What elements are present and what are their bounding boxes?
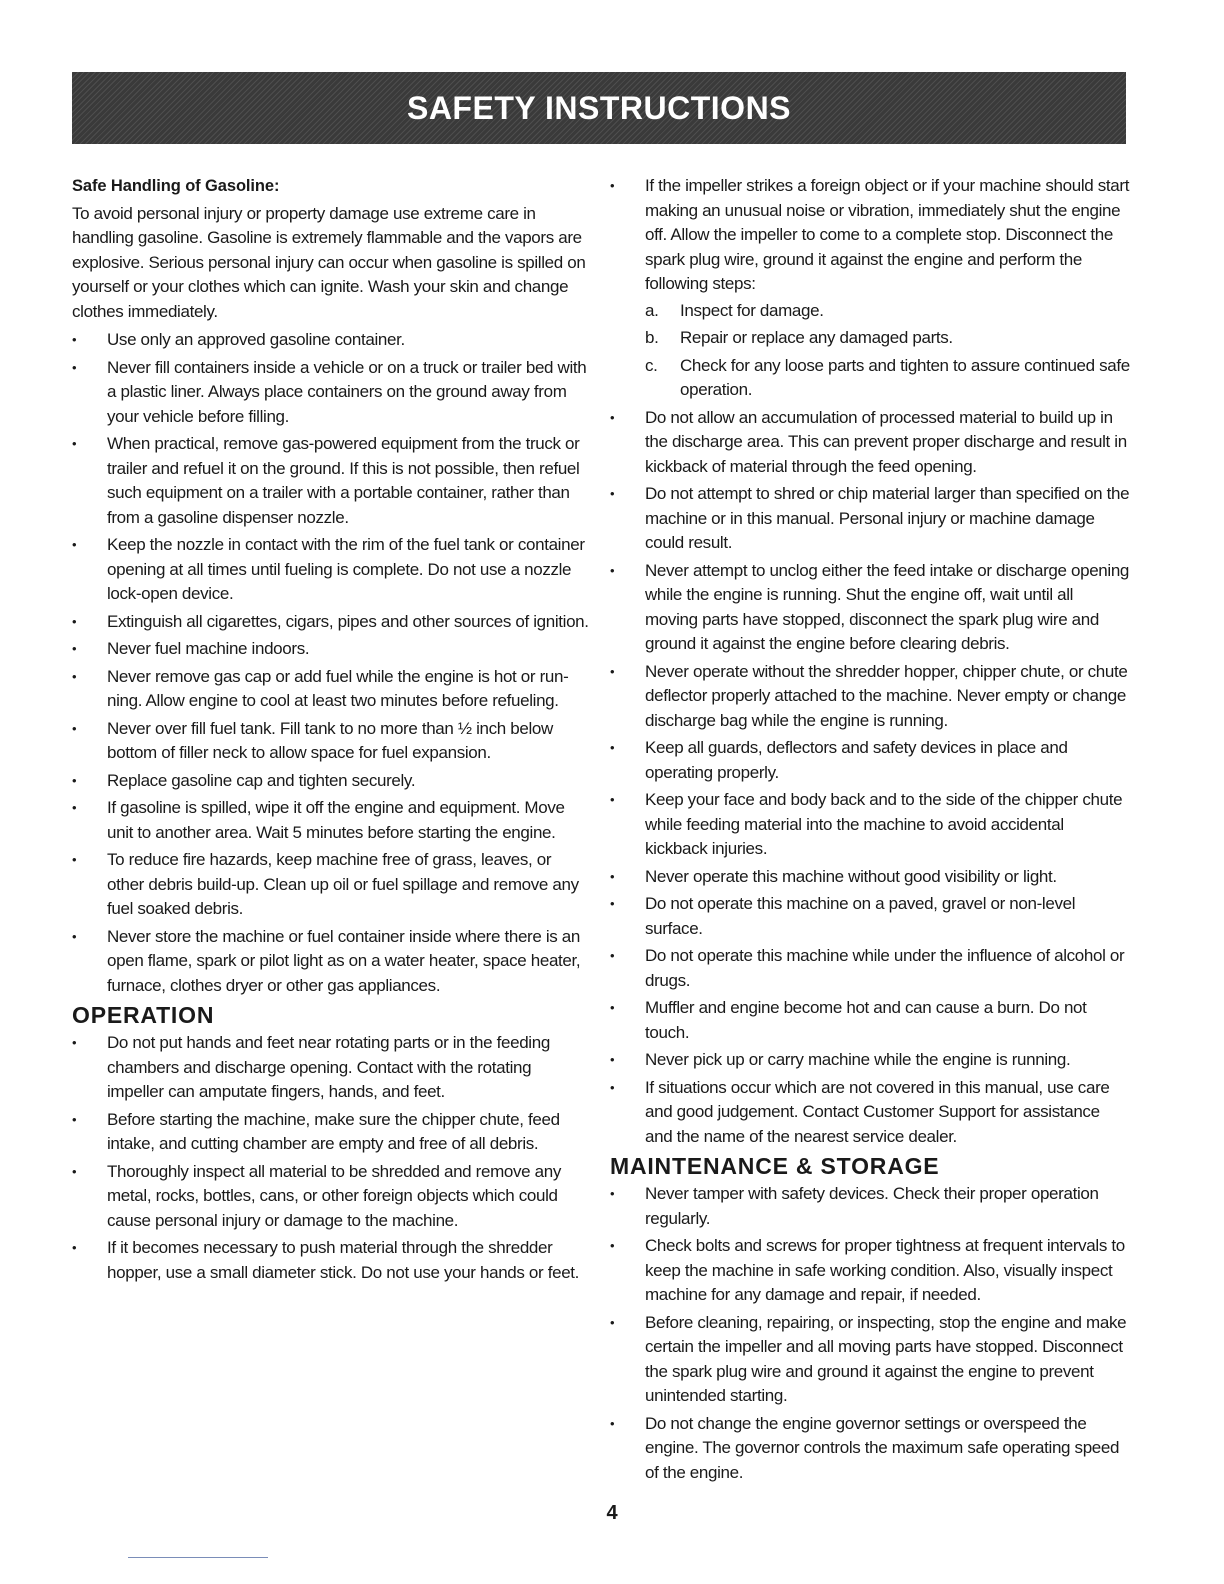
bullet-text: Never fuel machine indoors. <box>107 639 310 658</box>
bullet-text: Keep your face and body back and to the side of the chipper chute while feeding material into the machine to avoid accidental kickback injuries. <box>645 790 1123 858</box>
bullet-text: Use only an approved gasoline container. <box>107 330 405 349</box>
step-letter: b. <box>645 328 659 347</box>
operation-impeller-list <box>610 174 1130 403</box>
impeller-bullet-text: If the impeller strikes a foreign object or if your machine should start making an unusual noise or vibration, immediately shut the engine off. Allow the impeller to come to a complete stop. Disconnect the spark plug wire, ground it against the engine and perform the following steps: <box>645 176 1130 293</box>
bullet-text: To reduce fire hazards, keep machine free of grass, leaves, or other debris build-up. Clean up oil or fuel spillage and remove any fuel soaked debris. <box>107 850 579 918</box>
bullet-icon: • <box>610 1415 615 1431</box>
bullet-text: Muffler and engine become hot and can cause a burn. Do not touch. <box>645 998 1087 1042</box>
list-item <box>610 660 1130 734</box>
list-item <box>72 637 592 662</box>
bullet-text: Check bolts and screws for proper tightness at frequent intervals to keep the machine in safe working condition. Also, visually inspect machine for any damage and repair, if needed. <box>645 1236 1125 1304</box>
bullet-text: Do not allow an accumulation of processed material to build up in the discharge area. This can prevent proper discharge and result in kickback of material through the feed opening. <box>645 407 1127 476</box>
gasoline-heading: Safe Handling of Gasoline: <box>72 177 280 195</box>
step-item <box>645 326 1130 351</box>
list-item <box>72 848 592 922</box>
bullet-icon: • <box>72 1240 77 1255</box>
bullet-icon: • <box>610 1052 615 1067</box>
bullet-icon: • <box>610 562 615 578</box>
bullet-icon: • <box>610 868 615 884</box>
bullet-text: Never operate without the shredder hopper, chipper chute, or chute deflector properly attached to the machine. Never empty or change discharge bag while the engine is running. <box>645 661 1128 730</box>
bullet-text: Before starting the machine, make sure the chipper chute, feed intake, and cutting chamber are empty and free of all debris. <box>107 1109 560 1153</box>
bullet-text: Never tamper with safety devices. Check their proper operation regularly. <box>645 1184 1099 1228</box>
list-item <box>610 736 1130 785</box>
bullet-icon: • <box>610 486 615 501</box>
bullet-icon: • <box>610 792 615 807</box>
list-item <box>72 665 592 714</box>
bullet-text: If situations occur which are not covered in this manual, use care and good judgement. Contact Customer Support for assistance and the name of the nearest service dealer. <box>645 1077 1110 1146</box>
bullet-icon: • <box>72 928 77 944</box>
list-item <box>610 174 1130 403</box>
bullet-icon: • <box>72 668 77 684</box>
page-title: SAFETY INSTRUCTIONS <box>406 89 792 126</box>
list-item <box>72 796 592 845</box>
bullet-text: Keep the nozzle in contact with the rim of the fuel tank or container opening at all times until fueling is complete. Do not use a nozzle lock-open device. <box>107 535 585 603</box>
list-item <box>610 865 1130 890</box>
operation-bullet-list-left <box>72 1031 592 1285</box>
bullet-icon: • <box>610 1314 615 1330</box>
list-item <box>610 1234 1130 1308</box>
step-letter: a. <box>645 300 659 320</box>
bullet-icon: • <box>610 1000 615 1015</box>
bullet-icon: • <box>72 537 77 552</box>
list-item <box>72 328 592 353</box>
list-item <box>72 1236 592 1285</box>
bullet-icon: • <box>72 1111 77 1127</box>
bullet-icon: • <box>72 852 77 867</box>
page-number: 4 <box>606 1502 618 1524</box>
list-item <box>610 1311 1130 1409</box>
bullet-icon: • <box>610 740 615 755</box>
list-item <box>610 406 1130 480</box>
list-item <box>610 1048 1130 1073</box>
bullet-icon: • <box>72 1035 77 1050</box>
list-item <box>610 482 1130 556</box>
bullet-text: Thoroughly inspect all material to be shredded and remove any metal, rocks, bottles, cans, or other foreign objects which could cause personal injury or damage to the machine. <box>107 1161 561 1230</box>
section-banner <box>72 72 1126 144</box>
bullet-text: Never attempt to unclog either the feed intake or discharge opening while the engine is running. Shut the engine off, wait until all moving parts have stopped, disconnect the spark plug wire and ground it against the engine before clearing debris. <box>645 560 1130 653</box>
bullet-text: When practical, remove gas-powered equipment from the truck or trailer and refuel it on the ground. If this is not possible, then refuel such equipment on a trailer with a portable container, rather than from a gasoline dispenser nozzle. <box>107 434 580 527</box>
list-item <box>610 788 1130 862</box>
bullet-icon: • <box>610 178 615 193</box>
bullet-text: Do not attempt to shred or chip material larger than specified on the machine or in this manual. Personal injury or machine damage could result. <box>645 484 1130 552</box>
list-item <box>72 1031 592 1105</box>
bullet-text: Never over fill fuel tank. Fill tank to no more than ½ inch below bottom of filler neck to allow space for fuel expansion. <box>107 718 553 762</box>
footer-rule <box>128 1557 268 1558</box>
bullet-text: Never fill containers inside a vehicle or on a truck or trailer bed with a plastic liner. Always place containers on the ground away from your vehicle before filling. <box>107 357 587 426</box>
list-item <box>610 1076 1130 1150</box>
list-item <box>72 1108 592 1157</box>
bullet-text: Never store the machine or fuel container inside where there is an open flame, spark or pilot light as on a water heater, space heater, furnace, clothes dryer or other gas appliances. <box>107 926 581 995</box>
step-text: Check for any loose parts and tighten to assure continued safe operation. <box>680 355 1130 399</box>
bullet-icon: • <box>610 409 615 425</box>
gasoline-intro: To avoid personal injury or property damage use extreme care in handling gasoline. Gasoline is extremely flammable and the vapors are explosive. Serious personal injury can occur when gasoline is spilled on yourself or your clothes which can ignite. Wash your skin and change clothes immediately. <box>72 203 586 321</box>
step-text: Inspect for damage. <box>680 300 824 320</box>
bullet-text: Never remove gas cap or add fuel while the engine is hot or run-ning. Allow engine to cool at least two minutes before refueling. <box>107 666 569 710</box>
bullet-icon: • <box>610 1238 615 1253</box>
bullet-text: If gasoline is spilled, wipe it off the engine and equipment. Move unit to another area. Wait 5 minutes before starting the engine. <box>107 798 565 842</box>
bullet-text: Do not put hands and feet near rotating parts or in the feeding chambers and discharge opening. Contact with the rotating impeller can amputate fingers, hands, and feet. <box>107 1033 550 1101</box>
step-text: Repair or replace any damaged parts. <box>680 328 953 347</box>
step-item <box>645 299 1130 324</box>
list-item <box>610 996 1130 1045</box>
list-item <box>610 559 1130 657</box>
bullet-icon: • <box>72 613 77 629</box>
bullet-text: Never pick up or carry machine while the engine is running. <box>645 1050 1071 1069</box>
bullet-text: Replace gasoline cap and tighten securely. <box>107 770 416 790</box>
bullet-icon: • <box>72 772 77 788</box>
operation-bullet-list-right <box>610 406 1130 1150</box>
maintenance-bullet-list <box>610 1182 1130 1485</box>
bullet-text: Keep all guards, deflectors and safety devices in place and operating properly. <box>645 738 1068 782</box>
left-column <box>72 174 592 1288</box>
bullet-icon: • <box>610 1079 615 1095</box>
bullet-icon: • <box>72 436 77 451</box>
bullet-icon: • <box>72 359 77 375</box>
bullet-icon: • <box>610 896 615 911</box>
list-item <box>72 925 592 999</box>
bullet-text: Do not operate this machine on a paved, gravel or non-level surface. <box>645 894 1076 938</box>
bullet-text: Do not change the engine governor settings or overspeed the engine. The governor controls the maximum safe operating speed of the engine. <box>645 1413 1120 1482</box>
bullet-text: Do not operate this machine while under the influence of alcohol or drugs. <box>645 946 1125 990</box>
bullet-icon: • <box>610 663 615 679</box>
bullet-icon: • <box>610 1186 615 1201</box>
bullet-icon: • <box>610 948 615 963</box>
right-column <box>610 174 1130 1488</box>
list-item <box>72 356 592 430</box>
list-item <box>72 717 592 766</box>
gasoline-bullet-list <box>72 328 592 998</box>
list-item <box>72 610 592 635</box>
bullet-icon: • <box>72 332 77 347</box>
step-letter: c. <box>645 355 658 375</box>
list-item <box>610 1412 1130 1486</box>
maintenance-heading: MAINTENANCE & STORAGE <box>610 1153 940 1179</box>
step-item <box>645 354 1130 403</box>
list-item <box>72 769 592 794</box>
operation-heading: OPERATION <box>72 1002 215 1028</box>
bullet-text: If it becomes necessary to push material through the shredder hopper, use a small diameter stick. Do not use your hands or feet. <box>107 1238 580 1282</box>
list-item <box>72 432 592 530</box>
list-item <box>610 1182 1130 1231</box>
bullet-icon: • <box>72 1163 77 1179</box>
list-item <box>72 1160 592 1234</box>
bullet-icon: • <box>72 800 77 815</box>
impeller-steps-list <box>645 299 1130 403</box>
list-item <box>72 533 592 607</box>
list-item <box>610 892 1130 941</box>
bullet-icon: • <box>72 641 77 656</box>
bullet-icon: • <box>72 720 77 736</box>
bullet-text: Extinguish all cigarettes, cigars, pipes and other sources of ignition. <box>107 611 589 631</box>
bullet-text: Never operate this machine without good visibility or light. <box>645 866 1057 886</box>
bullet-text: Before cleaning, repairing, or inspecting, stop the engine and make certain the impeller and all moving parts have stopped. Disconnect the spark plug wire and ground it against the engine to prevent unintended starting. <box>645 1312 1127 1405</box>
list-item <box>610 944 1130 993</box>
